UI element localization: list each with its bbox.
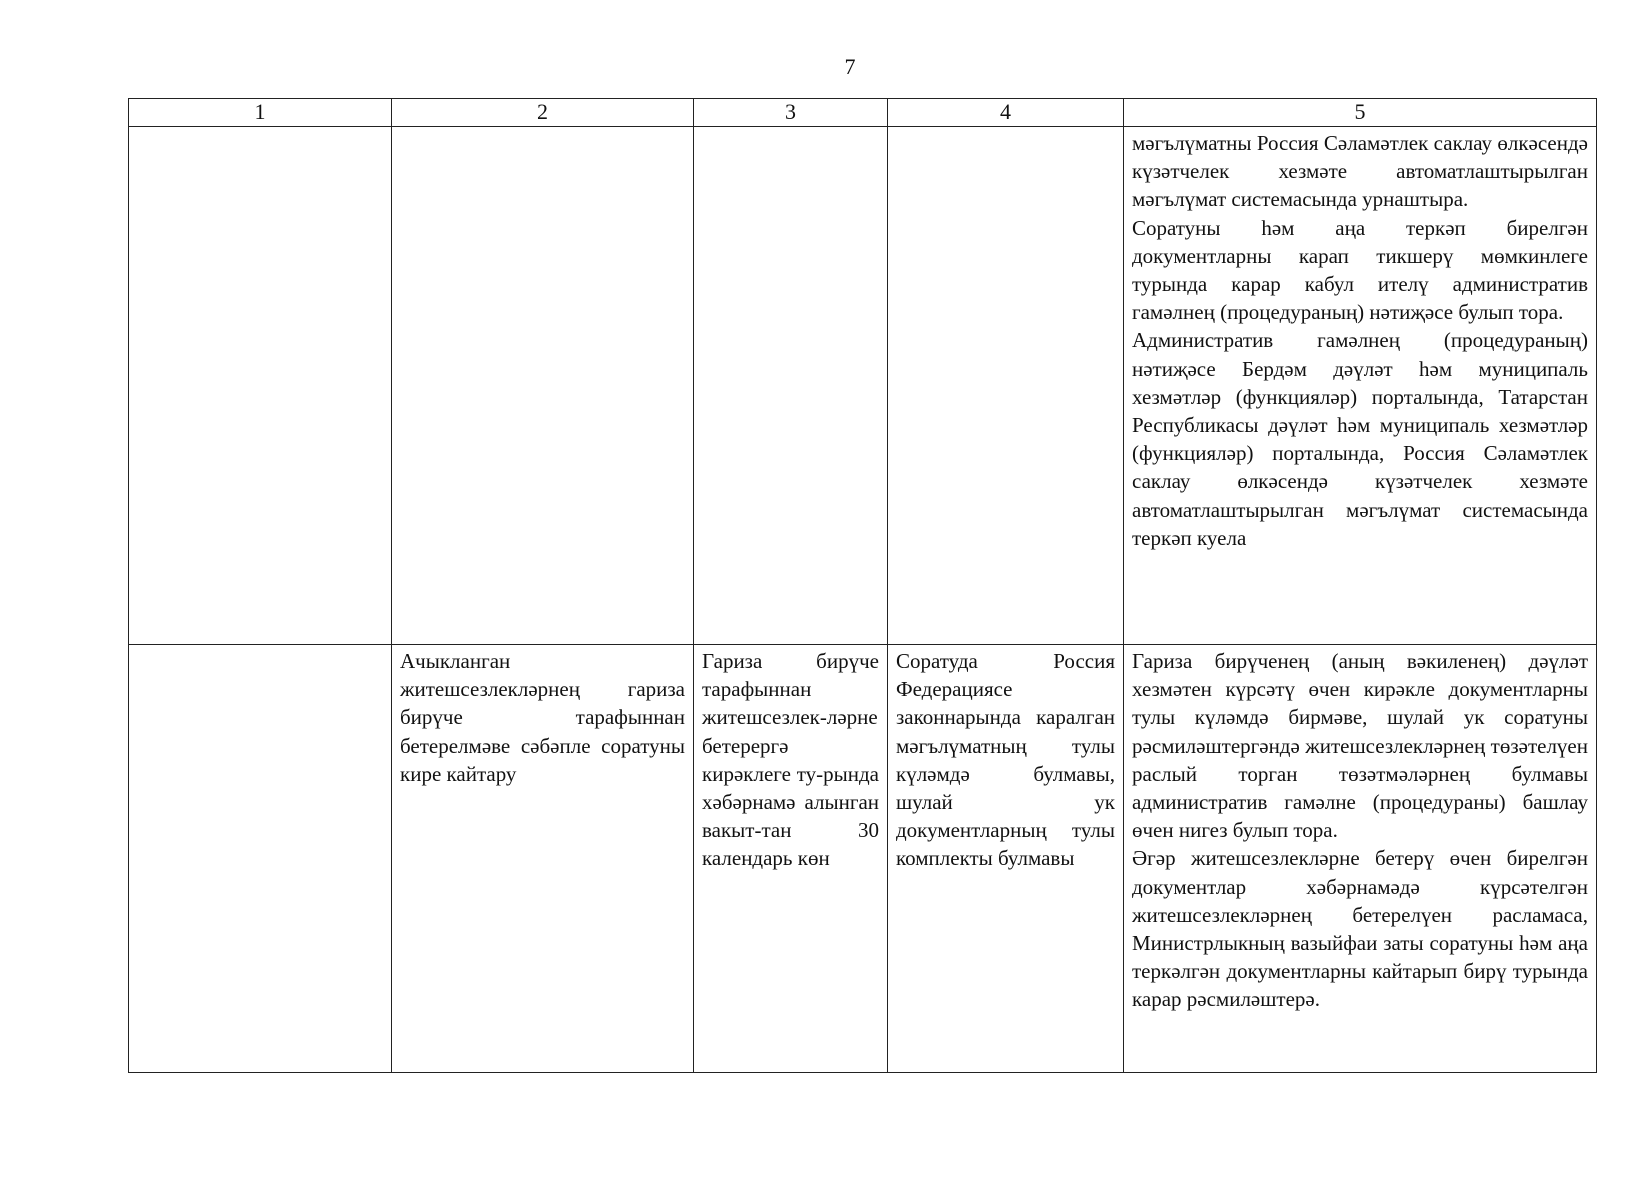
table-header <box>129 99 1597 127</box>
cell-paragraph: Соратуны һәм аңа теркәп бирелгән документларны карап тикшерү мөмкинлеге турында карар кабул ителү административ гамәлнең (процедураның) нәтиҗәсе булып тора. <box>1132 215 1588 325</box>
column-header-5: 5 <box>1124 99 1597 127</box>
cell-col2: Ачыкланган житешсезлекләрнең гариза бирүче тарафыннан бетерелмәве сәбәпле соратуны кире кайтару <box>392 645 694 1073</box>
header-row <box>129 99 1597 127</box>
cell-paragraph: Административ гамәлнең (процедураның) нәтиҗәсе Бердәм дәүләт һәм муниципаль хезмәтләр (функцияләр) порталында, Татарстан Республикасы дәүләт һәм муниципаль хезмәтләр (функцияләр) порталында, Россия Сәламәтлек саклау өлкәсендә күзәтчелек хезмәте автоматлаштырылган мәгълүмат системасында теркәп куела <box>1132 328 1588 550</box>
cell-col3: Гариза бирүче тарафыннан житешсезлек-ләрне бетерергә кирәклеге ту-рында хәбәрнамә алынган вакыт-тан 30 календарь көн <box>694 645 888 1073</box>
column-header-1: 1 <box>129 99 392 127</box>
cell-col4: Соратуда Россия Федерациясе законнарында каралган мәгълүматның тулы күләмдә булмавы, шулай ук документларның тулы комплекты булмавы <box>888 645 1124 1073</box>
table-row-return-request <box>129 645 1597 1073</box>
table-body <box>129 127 1597 1073</box>
cell-col1 <box>129 127 392 645</box>
page-number: 7 <box>844 54 856 79</box>
document-table <box>128 98 1597 1073</box>
column-header-4: 4 <box>888 99 1124 127</box>
cell-paragraph: Гариза бирүченең (аның вәкиленең) дәүләт хезмәтен күрсәтү өчен кирәкле документларны тулы күләмдә бирмәве, шулай ук соратуны рәсмиләштергәндә житешсезлекләрнең төзәтелүен раслый торган төзәтмәләрнең булмавы административ гамәлне (процедураны) башлау өчен нигез булып тора. <box>1132 649 1588 843</box>
cell-col1 <box>129 645 392 1073</box>
cell-col2 <box>392 127 694 645</box>
column-header-3: 3 <box>694 99 888 127</box>
table-row-continuation <box>129 127 1597 645</box>
cell-col5 <box>1124 645 1597 1073</box>
cell-col3 <box>694 127 888 645</box>
cell-paragraph: Әгәр житешсезлекләрне бетерү өчен бирелгән документлар хәбәрнамәдә күрсәтелгән житешсезлекләрнең бетерелүен расламаса, Министрлыкның вазыйфаи заты соратуны һәм аңа теркәлгән документларны кайтарып бирү турында карар рәсмиләштерә. <box>1132 846 1588 1012</box>
cell-paragraph: мәгълүматны Россия Сәламәтлек саклау өлкәсендә күзәтчелек хезмәте автоматлаштырылган мәгълүмат системасында урнаштыра. <box>1132 131 1588 212</box>
cell-col4 <box>888 127 1124 645</box>
cell-col5 <box>1124 127 1597 645</box>
column-header-2: 2 <box>392 99 694 127</box>
